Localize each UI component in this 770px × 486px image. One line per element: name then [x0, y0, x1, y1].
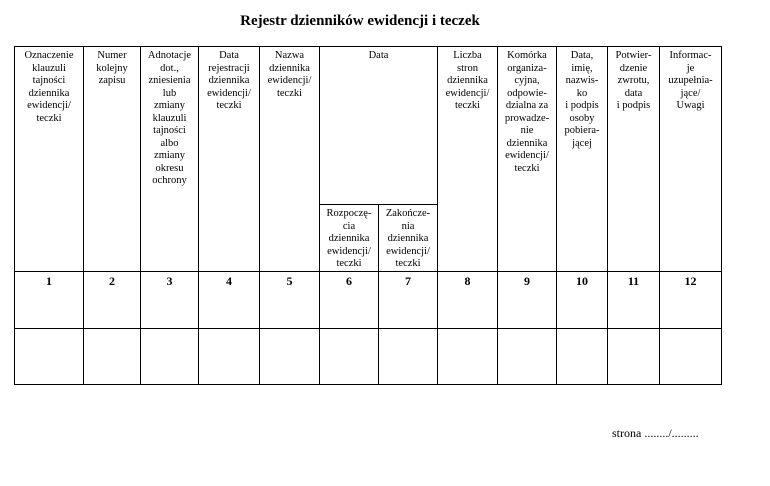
entry-cell[interactable] — [260, 328, 320, 384]
column-number: 7 — [379, 271, 438, 328]
column-number: 1 — [15, 271, 84, 328]
entry-cell[interactable] — [84, 328, 141, 384]
column-number: 5 — [260, 271, 320, 328]
column-header: Potwier- dzenie zwrotu, data i podpis — [608, 47, 660, 272]
column-header: Data rejestracji dziennika ewidencji/ teczki — [199, 47, 260, 272]
entry-cell[interactable] — [608, 328, 660, 384]
column-number: 8 — [438, 271, 498, 328]
page-number-footer: strona ......../......... — [612, 426, 699, 440]
column-number: 4 — [199, 271, 260, 328]
column-number: 10 — [557, 271, 608, 328]
column-header: Numer kolejny zapisu — [84, 47, 141, 272]
column-number: 11 — [608, 271, 660, 328]
entry-cell[interactable] — [557, 328, 608, 384]
column-header: Data, imię, nazwis- ko i podpis osoby pobiera- jącej — [557, 47, 608, 272]
document-title: Rejestr dzienników ewidencji i teczek — [240, 13, 480, 29]
entry-cell[interactable] — [15, 328, 84, 384]
column-number: 12 — [660, 271, 722, 328]
entry-cell[interactable] — [379, 328, 438, 384]
subcolumn-header: Rozpoczę- cia dziennika ewidencji/ teczki — [320, 205, 379, 272]
column-number: 6 — [320, 271, 379, 328]
column-header: Informac- je uzupełnia- jące/ Uwagi — [660, 47, 722, 272]
column-number: 3 — [141, 271, 199, 328]
subcolumn-header: Zakończe- nia dziennika ewidencji/ teczki — [379, 205, 438, 272]
entry-cell[interactable] — [498, 328, 557, 384]
column-header-group: Data — [320, 47, 438, 205]
column-header: Nazwa dziennika ewidencji/ teczki — [260, 47, 320, 272]
entry-cell[interactable] — [141, 328, 199, 384]
column-header: Oznaczenie klauzuli tajności dziennika ewidencji/ teczki — [15, 47, 84, 272]
register-table — [14, 46, 722, 385]
column-header: Komórka organiza- cyjna, odpowie- dzialna za prowadze- nie dziennika ewidencji/ teczki — [498, 47, 557, 272]
column-header: Adnotacje dot., zniesienia lub zmiany klauzuli tajności albo zmiany okresu ochrony — [141, 47, 199, 272]
column-number: 9 — [498, 271, 557, 328]
table-header-row — [15, 47, 722, 205]
column-header: Liczba stron dziennika ewidencji/ teczki — [438, 47, 498, 272]
entry-cell[interactable] — [438, 328, 498, 384]
entry-cell[interactable] — [660, 328, 722, 384]
column-number: 2 — [84, 271, 141, 328]
entry-cell[interactable] — [199, 328, 260, 384]
empty-entry-row — [15, 328, 722, 384]
entry-cell[interactable] — [320, 328, 379, 384]
column-number-row — [15, 271, 722, 328]
